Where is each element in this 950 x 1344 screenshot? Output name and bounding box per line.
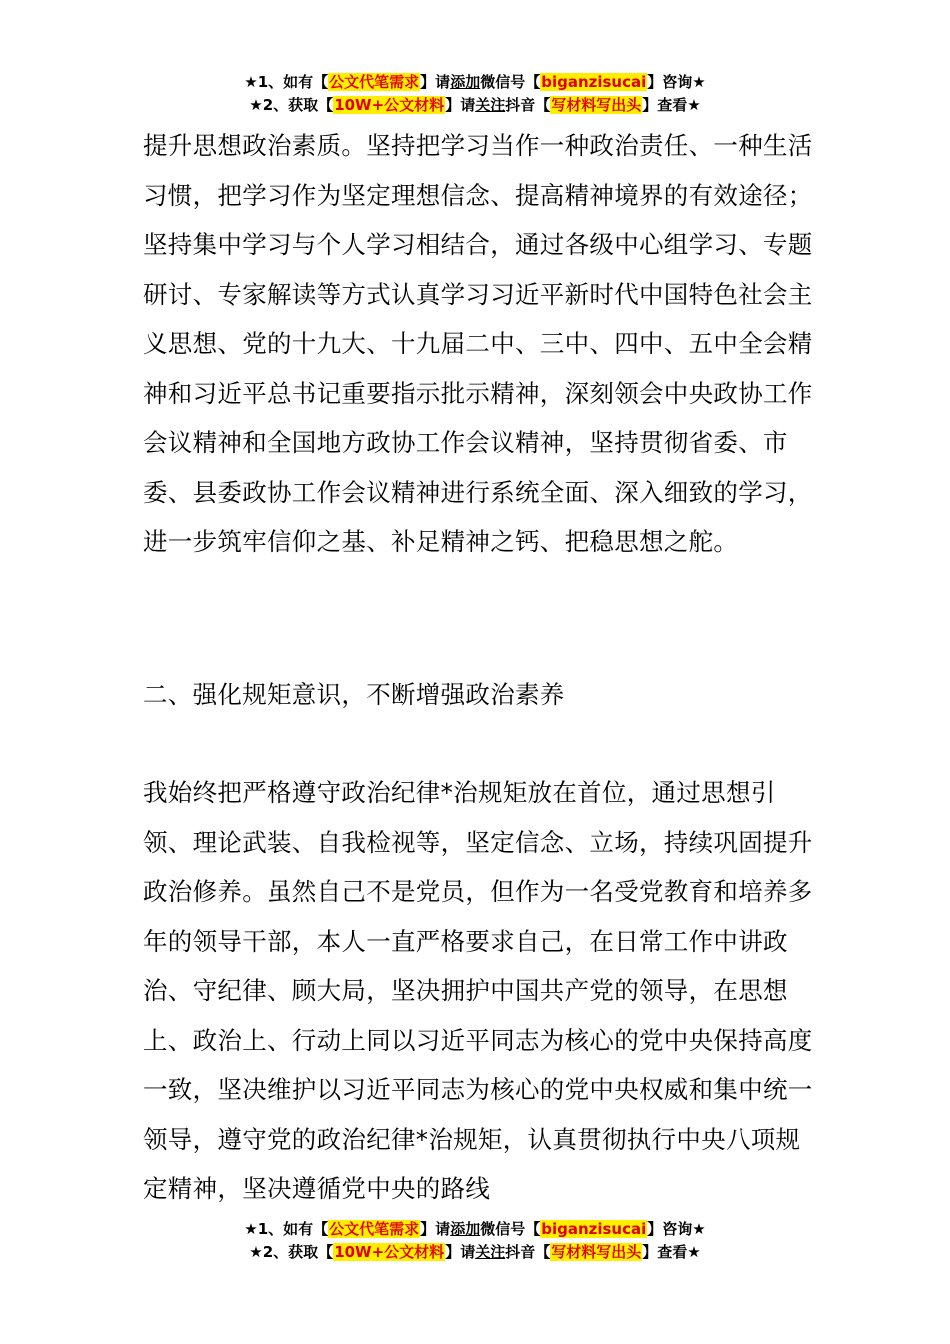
header-banner bbox=[0, 71, 950, 117]
wechat-id: biganzisucai bbox=[541, 1220, 647, 1238]
banner-text: 】请 bbox=[420, 1220, 451, 1238]
paragraph: 我始终把严格遵守政治纪律*治规矩放在首位，通过思想引领、理论武装、自我检视等，坚定信念、立场，持续巩固提升政治修养。虽然自己不是党员，但作为一名受党教育和培养多年的领导干部，本人一直严格要求自己，在日常工作中讲政治、守纪律、顾大局，坚决拥护中国共产党的领导，在思想上、政治上、行动上同以习近平同志为核心的党中央保持高度一致，坚决维护以习近平同志为核心的党中央权威和集中统一领导，遵守党的政治纪律*治规矩，认真贯彻执行中央八项规定精神，坚决遵循党中央的路线 bbox=[143, 778, 813, 1203]
banner-text: 】咨询★ bbox=[647, 73, 706, 91]
underlined-text: 添加 bbox=[450, 73, 481, 91]
banner-text: ★1、如有【 bbox=[244, 73, 329, 91]
banner-text: 】查看★ bbox=[642, 1243, 701, 1261]
banner-line-2 bbox=[0, 94, 950, 117]
highlight-text: 公文代笔需求 bbox=[329, 1220, 420, 1238]
document-body-paragraph-2 bbox=[143, 768, 813, 1214]
banner-text: 】请 bbox=[445, 1243, 476, 1261]
highlight-text: 公文代笔需求 bbox=[329, 73, 420, 91]
banner-text: 抖音【 bbox=[505, 96, 551, 114]
document-body-paragraph-1 bbox=[143, 121, 813, 567]
underlined-text: 关注 bbox=[475, 96, 506, 114]
banner-line-1 bbox=[0, 1218, 950, 1241]
wechat-id: biganzisucai bbox=[541, 73, 647, 91]
banner-text: ★2、获取【 bbox=[249, 1243, 334, 1261]
paragraph: 提升思想政治素质。坚持把学习当作一种政治责任、一种生活习惯，把学习作为坚定理想信念、提高精神境界的有效途径；坚持集中学习与个人学习相结合，通过各级中心组学习、专题研讨、专家解读等方式认真学习习近平新时代中国特色社会主义思想、党的十九大、十九届二中、三中、四中、五中全会精神和习近平总书记重要指示批示精神，深刻领会中央政协工作会议精神和全国地方政协工作会议精神，坚持贯彻省委、市委、县委政协工作会议精神进行系统全面、深入细致的学习，进一步筑牢信仰之基、补足精神之钙、把稳思想之舵。 bbox=[143, 131, 813, 556]
highlight-text: 10W+公文材料 bbox=[334, 96, 445, 114]
douyin-id: 写材料写出头 bbox=[551, 96, 642, 114]
banner-text: 】查看★ bbox=[642, 96, 701, 114]
footer-banner bbox=[0, 1218, 950, 1264]
banner-text: ★1、如有【 bbox=[244, 1220, 329, 1238]
banner-text: 抖音【 bbox=[505, 1243, 551, 1261]
underlined-text: 关注 bbox=[475, 1243, 506, 1261]
banner-text: 】请 bbox=[445, 96, 476, 114]
banner-text: 微信号【 bbox=[480, 73, 541, 91]
banner-text: 微信号【 bbox=[480, 1220, 541, 1238]
section-heading bbox=[143, 670, 813, 720]
banner-line-2 bbox=[0, 1241, 950, 1264]
heading-text: 二、强化规矩意识，不断增强政治素养 bbox=[143, 680, 565, 709]
banner-text: ★2、获取【 bbox=[249, 96, 334, 114]
banner-text: 】请 bbox=[420, 73, 451, 91]
underlined-text: 添加 bbox=[450, 1220, 481, 1238]
douyin-id: 写材料写出头 bbox=[551, 1243, 642, 1261]
banner-text: 】咨询★ bbox=[647, 1220, 706, 1238]
highlight-text: 10W+公文材料 bbox=[334, 1243, 445, 1261]
banner-line-1 bbox=[0, 71, 950, 94]
